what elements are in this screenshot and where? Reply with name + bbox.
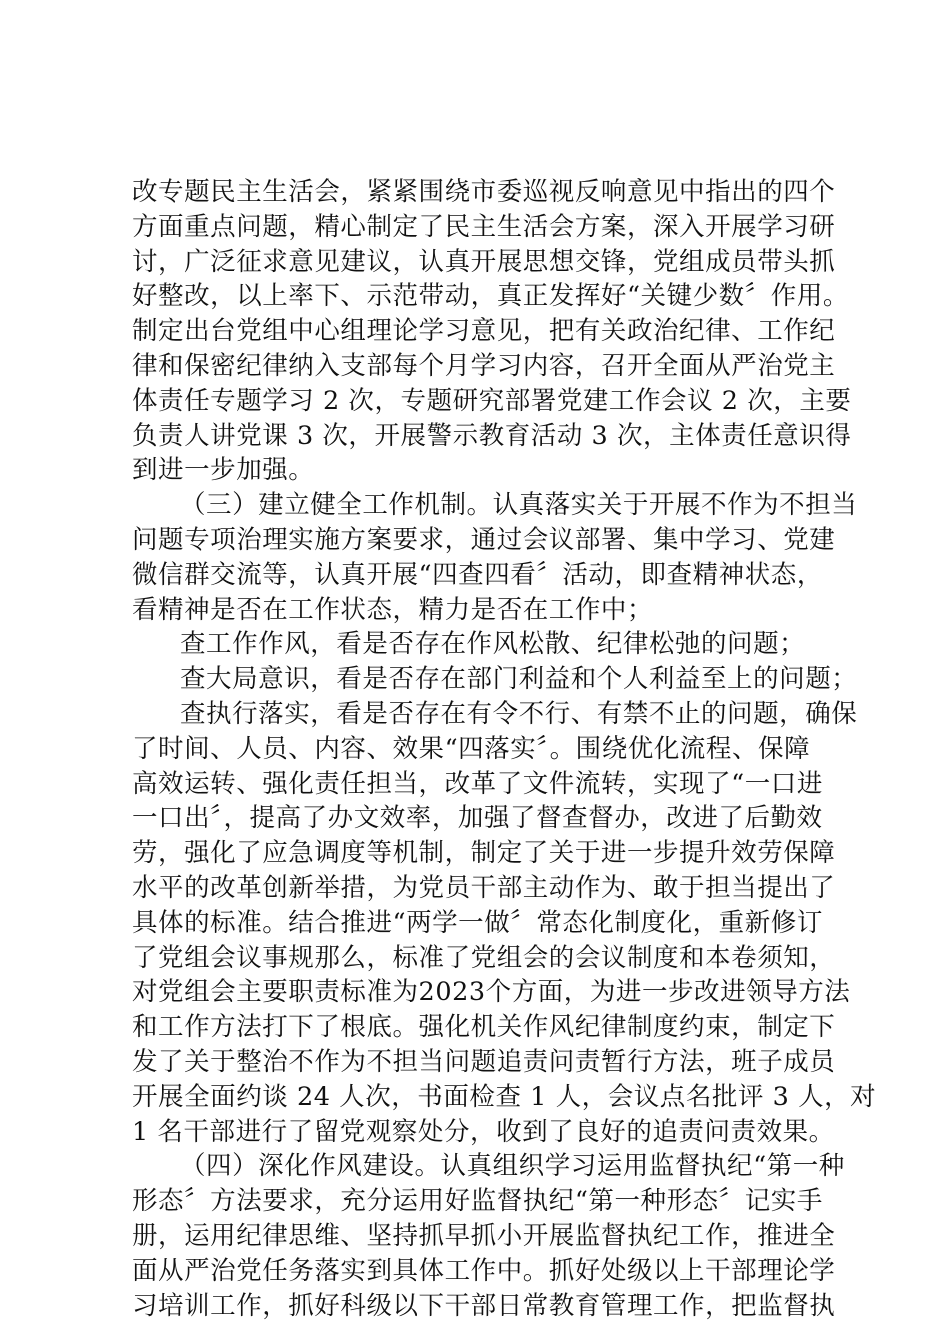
text-line: 律和保密纪律纳入支部每个月学习内容，召开全面从严治党主 bbox=[132, 351, 836, 381]
text-line: 问题专项治理实施方案要求，通过会议部署、集中学习、党建 bbox=[132, 525, 836, 555]
section-heading-line: （三）建立健全工作机制。认真落实关于开展不作为不担当 bbox=[180, 490, 858, 521]
text-line: 了党组会议事规那么，标准了党组会的会议制度和本卷须知， bbox=[132, 942, 836, 973]
text-line: 具体的标准。结合推进“两学一做〞常态化制度化，重新修订 bbox=[132, 907, 823, 938]
text-line: 一口出〞，提高了办文效率，加强了督查督办，改进了后勤效 bbox=[132, 803, 823, 834]
text-line: 和工作方法打下了根底。强化机关作风纪律制度约束，制定下 bbox=[132, 1012, 836, 1043]
text-line: 册，运用纪律思维、坚持抓早抓小开展监督执纪工作，推进全 bbox=[132, 1221, 836, 1251]
text-line: 面从严治党任务落实到具体工作中。抓好处级以上干部理论学 bbox=[132, 1255, 836, 1286]
text-line: 劳，强化了应急调度等机制，制定了关于进一步提升效劳保障 bbox=[132, 838, 836, 869]
text-line: 开展全面约谈 24 人次，书面检查 1 人，会议点名批评 3 人，对 bbox=[132, 1081, 877, 1112]
text-line: 负责人讲党课 3 次，开展警示教育活动 3 次，主体责任意识得 bbox=[132, 420, 852, 451]
text-line: 到进一步加强。 bbox=[132, 455, 315, 486]
text-line: 好整改，以上率下、示范带动，真正发挥好“关键少数〞作用。 bbox=[132, 281, 849, 312]
list-line: 查工作作风，看是否存在作风松散、纪律松弛的问题； bbox=[180, 629, 806, 660]
text-line: 了时间、人员、内容、效果“四落实〞。围绕优化流程、保障 bbox=[132, 733, 811, 764]
text-line: 讨，广泛征求意见建议，认真开展思想交锋，党组成员带头抓 bbox=[132, 246, 836, 277]
section-heading-line: （四）深化作风建设。认真组织学习运用监督执纪“第一种 bbox=[180, 1151, 845, 1182]
text-line: 看精神是否在工作状态，精力是否在工作中； bbox=[132, 594, 654, 625]
text-line: 高效运转、强化责任担当，改革了文件流转，实现了“一口进 bbox=[132, 768, 823, 799]
text-line: 体责任专题学习 2 次，专题研究部署党建工作会议 2 次，主要 bbox=[132, 385, 852, 416]
text-line: 习培训工作，抓好科级以下干部日常教育管理工作，把监督执 bbox=[132, 1290, 836, 1321]
list-line: 查大局意识，看是否存在部门利益和个人利益至上的问题； bbox=[180, 664, 858, 695]
text-line: 1 名干部进行了留党观察处分，收到了良好的追责问责效果。 bbox=[132, 1116, 835, 1147]
text-line: 制定出台党组中心组理论学习意见，把有关政治纪律、工作纪 bbox=[132, 316, 836, 347]
text-line: 改专题民主生活会，紧紧围绕市委巡视反响意见中指出的四个 bbox=[132, 177, 836, 207]
text-line: 水平的改革创新举措，为党员干部主动作为、敢于担当提出了 bbox=[132, 873, 836, 903]
text-line: 形态〞方法要求，充分运用好监督执纪“第一种形态〞记实手 bbox=[132, 1186, 823, 1217]
list-line: 查执行落实，看是否存在有令不行、有禁不止的问题，确保 bbox=[180, 699, 858, 729]
text-line: 微信群交流等，认真开展“四查四看〞活动，即查精神状态， bbox=[132, 559, 823, 590]
text-line: 对党组会主要职责标准为2023个方面，为进一步改进领导方法 bbox=[132, 977, 851, 1008]
text-line: 发了关于整治不作为不担当问题追责问责暂行方法，班子成员 bbox=[132, 1047, 836, 1077]
text-line: 方面重点问题，精心制定了民主生活会方案，深入开展学习研 bbox=[132, 211, 836, 242]
